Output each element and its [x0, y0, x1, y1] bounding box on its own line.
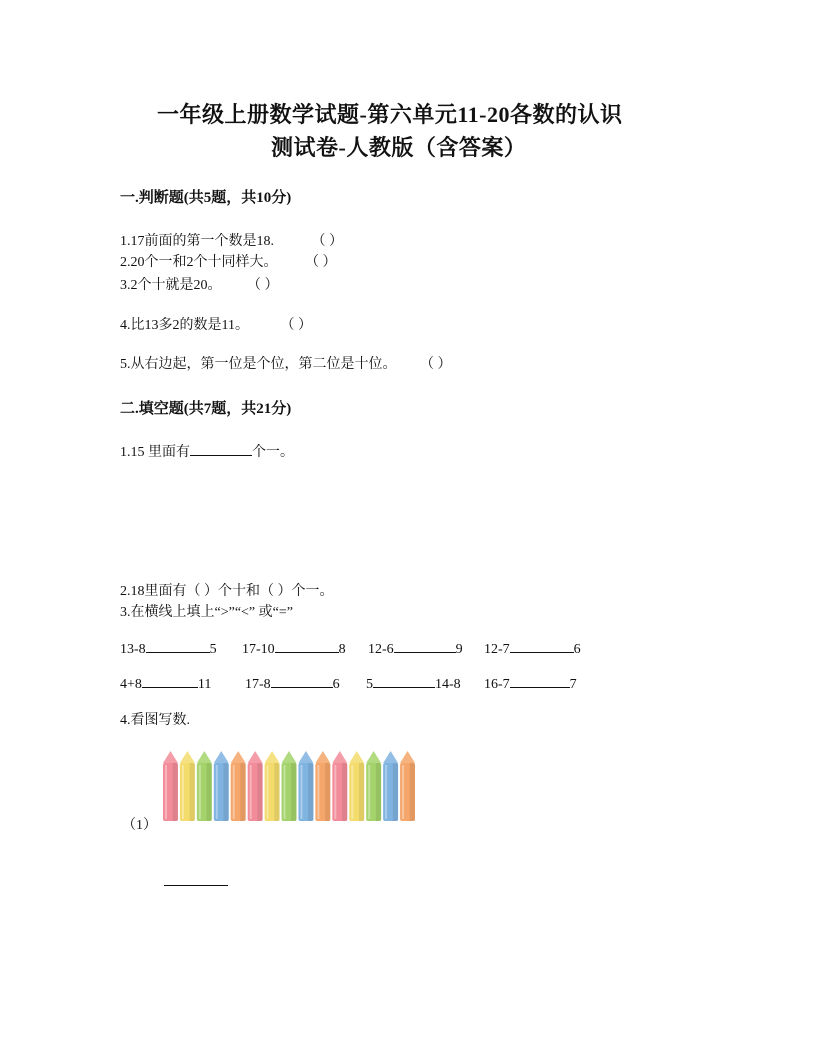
crayon-icon [315, 751, 330, 821]
crayons-image [162, 749, 416, 823]
judge-q5-text: 5.从右边起，第一位是个位，第二位是十位。 [120, 357, 397, 372]
fill-q1-pre: 1.15 里面有 [120, 445, 190, 460]
judge-q4-text: 4.比13多2的数是11。 [120, 318, 249, 333]
crayon-icon [248, 751, 263, 821]
section-2-heading: 二.填空题(共7题，共21分) [120, 401, 292, 417]
judge-q4-answer: （ ） [280, 318, 312, 333]
judge-q3 [120, 274, 279, 294]
judge-q1-answer: （ ） [311, 234, 343, 249]
judge-q2-text: 2.20个一和2个十同样大。 [120, 255, 278, 270]
compare-row-1 [120, 640, 581, 658]
crayon-icon [163, 751, 178, 821]
compare-item: 17-8 6 [245, 677, 340, 692]
fill-q1-blank [190, 443, 252, 456]
crayon-icon [366, 751, 381, 821]
fill-q4-sub-label: （1） [122, 818, 157, 833]
judge-q3-answer: （ ） [247, 278, 279, 293]
judge-q4 [120, 314, 312, 334]
fill-q3: 3.在横线上填上“>”“<” 或“=” [120, 605, 293, 620]
fill-q4: 4.看图写数. [120, 713, 190, 728]
compare-item: 12-7 6 [484, 642, 581, 657]
crayon-icon [383, 751, 398, 821]
fill-q1-post: 个一。 [252, 445, 294, 460]
crayon-icon [180, 751, 195, 821]
crayon-icon [231, 751, 246, 821]
judge-q5 [120, 353, 452, 373]
crayon-icon [197, 751, 212, 821]
title-line-2: 测试卷-人教版（含答案） [271, 135, 527, 160]
fill-q2: 2.18里面有（ ）个十和（ ）个一。 [120, 584, 334, 599]
crayon-icon [349, 751, 364, 821]
compare-item: 5 14-8 [366, 677, 461, 692]
judge-q1-text: 1.17前面的第一个数是18. [120, 234, 274, 249]
crayon-icon [400, 751, 415, 821]
judge-q1 [120, 230, 343, 250]
section-1-heading: 一.判断题(共5题，共10分) [120, 190, 292, 206]
fill-q4-answer-blank [164, 885, 228, 886]
crayon-icon [265, 751, 280, 821]
compare-item: 4+8 11 [120, 677, 212, 692]
judge-q5-answer: （ ） [420, 357, 452, 372]
compare-item: 17-10 8 [242, 642, 346, 657]
judge-q3-text: 3.2个十就是20。 [120, 278, 222, 293]
title-line-1: 一年级上册数学试题-第六单元11-20各数的认识 [157, 102, 623, 127]
compare-item: 13-8 5 [120, 642, 217, 657]
judge-q2 [120, 251, 337, 271]
compare-item: 16-7 7 [484, 677, 577, 692]
compare-item: 12-6 9 [368, 642, 463, 657]
fill-q1 [120, 441, 294, 461]
judge-q2-answer: （ ） [305, 255, 337, 270]
crayon-icon [298, 751, 313, 821]
compare-row-2 [120, 675, 577, 693]
crayon-icon [332, 751, 347, 821]
crayon-icon [214, 751, 229, 821]
crayon-icon [282, 751, 297, 821]
